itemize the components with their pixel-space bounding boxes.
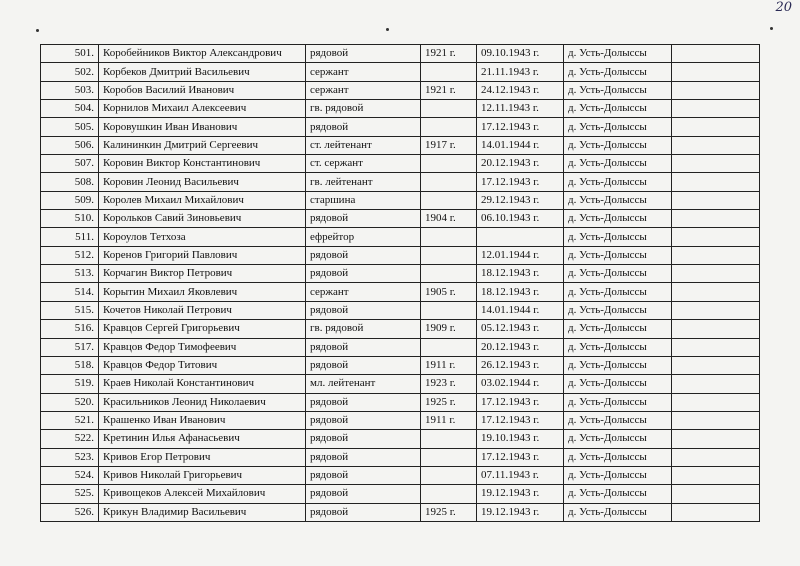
row-number: 511.	[41, 228, 99, 246]
burial-place: д. Усть-Долыссы	[564, 448, 672, 466]
soldier-name: Кравцов Сергей Григорьевич	[99, 320, 306, 338]
roster-body	[41, 45, 760, 522]
row-number: 506.	[41, 136, 99, 154]
burial-place: д. Усть-Долыссы	[564, 503, 672, 521]
military-rank: сержант	[306, 63, 421, 81]
birth-year: 1921 г.	[421, 81, 477, 99]
soldier-name: Крашенко Иван Иванович	[99, 411, 306, 429]
birth-year	[421, 338, 477, 356]
table-row	[41, 320, 760, 338]
burial-place: д. Усть-Долыссы	[564, 430, 672, 448]
death-date: 05.12.1943 г.	[477, 320, 564, 338]
birth-year: 1911 г.	[421, 356, 477, 374]
burial-place: д. Усть-Долыссы	[564, 136, 672, 154]
burial-place: д. Усть-Долыссы	[564, 118, 672, 136]
note-cell	[672, 338, 760, 356]
note-cell	[672, 283, 760, 301]
birth-year	[421, 173, 477, 191]
table-row	[41, 393, 760, 411]
row-number: 521.	[41, 411, 99, 429]
military-rank: рядовой	[306, 45, 421, 63]
note-cell	[672, 485, 760, 503]
death-date: 14.01.1944 г.	[477, 136, 564, 154]
military-rank: рядовой	[306, 265, 421, 283]
military-rank: рядовой	[306, 393, 421, 411]
birth-year	[421, 228, 477, 246]
row-number: 512.	[41, 246, 99, 264]
death-date: 03.02.1944 г.	[477, 375, 564, 393]
burial-place: д. Усть-Долыссы	[564, 320, 672, 338]
military-rank: рядовой	[306, 246, 421, 264]
death-date: 20.12.1943 г.	[477, 155, 564, 173]
row-number: 518.	[41, 356, 99, 374]
table-row	[41, 100, 760, 118]
military-rank: гв. рядовой	[306, 100, 421, 118]
death-date: 18.12.1943 г.	[477, 265, 564, 283]
note-cell	[672, 411, 760, 429]
birth-year: 1909 г.	[421, 320, 477, 338]
table-row	[41, 136, 760, 154]
soldier-name: Королев Михаил Михайлович	[99, 191, 306, 209]
soldier-name: Корчагин Виктор Петрович	[99, 265, 306, 283]
table-row	[41, 173, 760, 191]
military-rank: рядовой	[306, 503, 421, 521]
burial-place: д. Усть-Долыссы	[564, 393, 672, 411]
burial-place: д. Усть-Долыссы	[564, 338, 672, 356]
military-rank: рядовой	[306, 466, 421, 484]
death-date: 26.12.1943 г.	[477, 356, 564, 374]
soldier-name: Корбеков Дмитрий Васильевич	[99, 63, 306, 81]
birth-year: 1921 г.	[421, 45, 477, 63]
death-date: 07.11.1943 г.	[477, 466, 564, 484]
death-date: 17.12.1943 г.	[477, 118, 564, 136]
soldier-name: Коровин Виктор Константинович	[99, 155, 306, 173]
soldier-name: Кривощеков Алексей Михайлович	[99, 485, 306, 503]
burial-place: д. Усть-Долыссы	[564, 45, 672, 63]
military-rank: гв. лейтенант	[306, 173, 421, 191]
row-number: 510.	[41, 210, 99, 228]
military-rank: рядовой	[306, 430, 421, 448]
note-cell	[672, 63, 760, 81]
death-date: 12.11.1943 г.	[477, 100, 564, 118]
soldier-name: Кретинин Илья Афанасьевич	[99, 430, 306, 448]
birth-year	[421, 100, 477, 118]
row-number: 504.	[41, 100, 99, 118]
note-cell	[672, 265, 760, 283]
soldier-name: Кравцов Федор Титович	[99, 356, 306, 374]
birth-year	[421, 63, 477, 81]
military-rank: рядовой	[306, 356, 421, 374]
table-row	[41, 81, 760, 99]
table-row	[41, 411, 760, 429]
death-date: 19.12.1943 г.	[477, 485, 564, 503]
note-cell	[672, 503, 760, 521]
burial-place: д. Усть-Долыссы	[564, 100, 672, 118]
death-date: 19.12.1943 г.	[477, 503, 564, 521]
note-cell	[672, 210, 760, 228]
burial-place: д. Усть-Долыссы	[564, 246, 672, 264]
military-rank: сержант	[306, 283, 421, 301]
military-rank: старшина	[306, 191, 421, 209]
burial-place: д. Усть-Долыссы	[564, 155, 672, 173]
burial-place: д. Усть-Долыссы	[564, 283, 672, 301]
death-date: 17.12.1943 г.	[477, 448, 564, 466]
table-row	[41, 301, 760, 319]
table-row	[41, 265, 760, 283]
note-cell	[672, 136, 760, 154]
burial-place: д. Усть-Долыссы	[564, 356, 672, 374]
military-rank: гв. рядовой	[306, 320, 421, 338]
death-date: 29.12.1943 г.	[477, 191, 564, 209]
death-date: 17.12.1943 г.	[477, 411, 564, 429]
table-row	[41, 448, 760, 466]
soldier-name: Коробейников Виктор Александрович	[99, 45, 306, 63]
table-row	[41, 63, 760, 81]
burial-place: д. Усть-Долыссы	[564, 228, 672, 246]
death-date: 14.01.1944 г.	[477, 301, 564, 319]
burial-place: д. Усть-Долыссы	[564, 81, 672, 99]
burial-place: д. Усть-Долыссы	[564, 301, 672, 319]
burial-place: д. Усть-Долыссы	[564, 485, 672, 503]
table-row	[41, 503, 760, 521]
soldier-name: Красильников Леонид Николаевич	[99, 393, 306, 411]
birth-year	[421, 118, 477, 136]
death-date: 06.10.1943 г.	[477, 210, 564, 228]
soldier-name: Кривов Николай Григорьевич	[99, 466, 306, 484]
note-cell	[672, 246, 760, 264]
soldier-name: Коровушкин Иван Иванович	[99, 118, 306, 136]
soldier-name: Краев Николай Константинович	[99, 375, 306, 393]
scan-speck	[386, 28, 389, 31]
soldier-name: Кравцов Федор Тимофеевич	[99, 338, 306, 356]
birth-year: 1917 г.	[421, 136, 477, 154]
row-number: 508.	[41, 173, 99, 191]
table-row	[41, 430, 760, 448]
birth-year: 1904 г.	[421, 210, 477, 228]
military-rank: ст. лейтенант	[306, 136, 421, 154]
note-cell	[672, 466, 760, 484]
row-number: 503.	[41, 81, 99, 99]
note-cell	[672, 228, 760, 246]
soldier-name: Крикун Владимир Васильевич	[99, 503, 306, 521]
note-cell	[672, 45, 760, 63]
burial-place: д. Усть-Долыссы	[564, 191, 672, 209]
row-number: 501.	[41, 45, 99, 63]
table-row	[41, 375, 760, 393]
military-rank: рядовой	[306, 210, 421, 228]
burial-place: д. Усть-Долыссы	[564, 411, 672, 429]
note-cell	[672, 81, 760, 99]
death-date: 18.12.1943 г.	[477, 283, 564, 301]
scan-speck	[36, 29, 39, 32]
death-date: 17.12.1943 г.	[477, 173, 564, 191]
table-row	[41, 191, 760, 209]
burial-place: д. Усть-Долыссы	[564, 466, 672, 484]
birth-year	[421, 265, 477, 283]
row-number: 513.	[41, 265, 99, 283]
row-number: 517.	[41, 338, 99, 356]
military-rank: ст. сержант	[306, 155, 421, 173]
burial-place: д. Усть-Долыссы	[564, 210, 672, 228]
table-row	[41, 45, 760, 63]
row-number: 514.	[41, 283, 99, 301]
note-cell	[672, 393, 760, 411]
row-number: 507.	[41, 155, 99, 173]
death-date	[477, 228, 564, 246]
table-row	[41, 246, 760, 264]
row-number: 515.	[41, 301, 99, 319]
soldier-name: Калининкин Дмитрий Сергеевич	[99, 136, 306, 154]
burial-place: д. Усть-Долыссы	[564, 265, 672, 283]
row-number: 519.	[41, 375, 99, 393]
table-row	[41, 283, 760, 301]
birth-year	[421, 485, 477, 503]
birth-year	[421, 448, 477, 466]
note-cell	[672, 356, 760, 374]
handwritten-page-number: 20	[775, 0, 792, 15]
soldier-name: Кривов Егор Петрович	[99, 448, 306, 466]
row-number: 522.	[41, 430, 99, 448]
note-cell	[672, 118, 760, 136]
row-number: 502.	[41, 63, 99, 81]
scan-speck	[770, 27, 773, 30]
burial-place: д. Усть-Долыссы	[564, 173, 672, 191]
note-cell	[672, 173, 760, 191]
row-number: 520.	[41, 393, 99, 411]
military-rank: рядовой	[306, 411, 421, 429]
table-row	[41, 228, 760, 246]
soldier-name: Коробов Василий Иванович	[99, 81, 306, 99]
military-rank: сержант	[306, 81, 421, 99]
row-number: 516.	[41, 320, 99, 338]
birth-year	[421, 246, 477, 264]
row-number: 505.	[41, 118, 99, 136]
military-rank: мл. лейтенант	[306, 375, 421, 393]
military-rank: рядовой	[306, 338, 421, 356]
military-rank: рядовой	[306, 301, 421, 319]
note-cell	[672, 191, 760, 209]
military-rank: рядовой	[306, 448, 421, 466]
military-rank: ефрейтор	[306, 228, 421, 246]
soldier-name: Коренов Григорий Павлович	[99, 246, 306, 264]
row-number: 509.	[41, 191, 99, 209]
birth-year	[421, 301, 477, 319]
soldier-name: Корнилов Михаил Алексеевич	[99, 100, 306, 118]
note-cell	[672, 448, 760, 466]
birth-year	[421, 155, 477, 173]
row-number: 525.	[41, 485, 99, 503]
table-row	[41, 338, 760, 356]
birth-year: 1925 г.	[421, 503, 477, 521]
note-cell	[672, 155, 760, 173]
death-date: 09.10.1943 г.	[477, 45, 564, 63]
note-cell	[672, 100, 760, 118]
burial-place: д. Усть-Долыссы	[564, 375, 672, 393]
table-row	[41, 155, 760, 173]
soldier-name: Корытин Михаил Яковлевич	[99, 283, 306, 301]
note-cell	[672, 430, 760, 448]
soldier-name: Кочетов Николай Петрович	[99, 301, 306, 319]
birth-year	[421, 430, 477, 448]
death-date: 17.12.1943 г.	[477, 393, 564, 411]
soldier-name: Коровин Леонид Васильевич	[99, 173, 306, 191]
burial-roster-table	[40, 44, 760, 522]
row-number: 526.	[41, 503, 99, 521]
table-row	[41, 356, 760, 374]
death-date: 20.12.1943 г.	[477, 338, 564, 356]
soldier-name: Короулов Тетхоза	[99, 228, 306, 246]
row-number: 524.	[41, 466, 99, 484]
birth-year: 1911 г.	[421, 411, 477, 429]
table-row	[41, 210, 760, 228]
row-number: 523.	[41, 448, 99, 466]
note-cell	[672, 301, 760, 319]
table-row	[41, 485, 760, 503]
birth-year	[421, 191, 477, 209]
table-row	[41, 466, 760, 484]
soldier-name: Корольков Савий Зиновьевич	[99, 210, 306, 228]
military-rank: рядовой	[306, 118, 421, 136]
birth-year: 1923 г.	[421, 375, 477, 393]
military-rank: рядовой	[306, 485, 421, 503]
death-date: 12.01.1944 г.	[477, 246, 564, 264]
note-cell	[672, 320, 760, 338]
birth-year: 1905 г.	[421, 283, 477, 301]
note-cell	[672, 375, 760, 393]
death-date: 19.10.1943 г.	[477, 430, 564, 448]
death-date: 21.11.1943 г.	[477, 63, 564, 81]
birth-year: 1925 г.	[421, 393, 477, 411]
birth-year	[421, 466, 477, 484]
burial-place: д. Усть-Долыссы	[564, 63, 672, 81]
table-row	[41, 118, 760, 136]
death-date: 24.12.1943 г.	[477, 81, 564, 99]
